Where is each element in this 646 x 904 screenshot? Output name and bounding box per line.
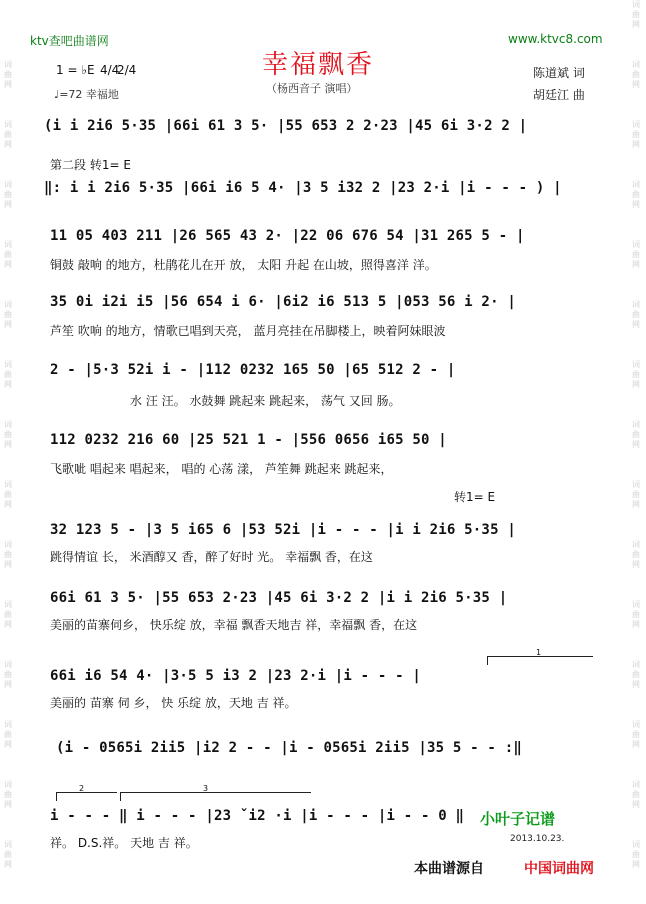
- transcription-date: 2013.10.23.: [510, 834, 565, 844]
- watermark-text: 词曲网: [632, 360, 640, 389]
- score-line-6: 112 0232 216 60 |25 521 1 - |556 0656 i65 50 |: [50, 432, 447, 448]
- volta-number-3: 3: [203, 784, 209, 793]
- song-title: 幸福飘香: [262, 50, 375, 80]
- lyrics-line-3: 铜鼓 敲响 的地方，杜鹃花儿在开 放， 太阳 升起 在山坡，照得喜洋 洋。: [50, 258, 437, 272]
- watermark-text: 词曲网: [4, 120, 12, 149]
- watermark-text: 词曲网: [632, 840, 640, 869]
- watermark-text: 词曲网: [632, 0, 640, 29]
- watermark-text: 词曲网: [632, 720, 640, 749]
- watermark-text: 词曲网: [4, 720, 12, 749]
- watermark-text: 词曲网: [632, 240, 640, 269]
- watermark-text: 词曲网: [4, 480, 12, 509]
- watermark-text: 词曲网: [4, 360, 12, 389]
- performer-line: （杨西音子 演唱）: [266, 82, 358, 95]
- lyrics-line-6: 飞歌呲 唱起来 唱起来， 唱的 心荡 漾， 芦笙舞 跳起来 跳起来，: [50, 462, 393, 476]
- footer-source-label: 本曲谱源自: [414, 861, 484, 877]
- lyrics-line-9: 美丽的 苗寨 伺 乡， 快 乐绽 放，天地 吉 祥。: [50, 696, 297, 710]
- time-signature-2: 2/4: [117, 63, 137, 77]
- score-line-1: (i i 2i6 5·35 |66i 61 3 5· |55 653 2 2·23 |45 6i 3·2 2 |: [44, 118, 528, 134]
- score-line-7: 32 123 5 - |3 5 i65 6 |53 52i |i - - - |i i 2i6 5·35 |: [50, 522, 516, 538]
- tempo-marking: ♩=72 幸福地: [54, 88, 119, 101]
- watermark-text: 词曲网: [632, 120, 640, 149]
- watermark-text: 词曲网: [632, 60, 640, 89]
- watermark-text: 词曲网: [4, 300, 12, 329]
- watermark-text: 词曲网: [4, 660, 12, 689]
- lyrics-line-4: 芦笙 吹响 的地方，情歌已唱到天亮， 蓝月亮挂在吊脚楼上，映着阿妹眼波: [50, 324, 446, 338]
- score-line-9: 66i i6 54 4· |3·5 5 i3 2 |23 2·i |i - - - |: [50, 668, 422, 684]
- composer-credit: 胡廷江 曲: [533, 88, 585, 102]
- watermark-text: 词曲网: [632, 540, 640, 569]
- score-line-11: i - - - ‖ i - - - |23 ˇi2 ·i |i - - - |i - - 0 ‖: [50, 808, 465, 824]
- watermark-text: 词曲网: [4, 180, 12, 209]
- watermark-text: 词曲网: [632, 480, 640, 509]
- watermark-text: 词曲网: [4, 780, 12, 809]
- score-line-3: 11 05 403 211 |26 565 43 2· |22 06 676 54 |31 265 5 - |: [50, 228, 525, 244]
- watermark-text: 词曲网: [632, 780, 640, 809]
- score-line-2: ‖: i i 2i6 5·35 |66i i6 5 4· |3 5 i32 2 |23 2·i |i - - - ) |: [44, 180, 562, 196]
- lyrics-line-11: 祥。 D.S.祥。 天地 吉 祥。: [50, 836, 198, 850]
- watermark-text: 词曲网: [4, 420, 12, 449]
- key-signature: 1 = ♭E: [56, 63, 95, 77]
- volta-number-2: 2: [79, 784, 85, 793]
- watermark-text: 词曲网: [4, 540, 12, 569]
- score-line-5: 2 - |5·3 52i i - |112 0232 165 50 |65 512 2 - |: [50, 362, 456, 378]
- lyrics-line-5: 水 汪 汪。 水鼓舞 跳起来 跳起来， 荡气 又回 肠。: [130, 394, 401, 408]
- volta-number-1: 1: [536, 648, 542, 657]
- watermark-text: 词曲网: [4, 60, 12, 89]
- watermark-text: 词曲网: [632, 300, 640, 329]
- watermark-text: 词曲网: [632, 420, 640, 449]
- watermark-text: 词曲网: [4, 600, 12, 629]
- score-line-10: (i - 0565i 2ii5 |i2 2 - - |i - 0565i 2ii5 |35 5 - - :‖: [56, 740, 522, 756]
- watermark-text: 词曲网: [632, 660, 640, 689]
- site-url-right: www.ktvc8.com: [508, 32, 603, 46]
- watermark-text: 词曲网: [632, 180, 640, 209]
- key-change-label: 转1= E: [454, 490, 496, 504]
- lyrics-line-7: 跳得情谊 长， 米酒醇又 香，醉了好时 光。 幸福飘 香，在这: [50, 550, 373, 564]
- watermark-text: 词曲网: [4, 840, 12, 869]
- watermark-text: 词曲网: [4, 240, 12, 269]
- volta-bracket-3: [120, 784, 311, 801]
- section-label: 第二段 转1= E: [50, 158, 131, 172]
- volta-bracket-2: [56, 784, 117, 801]
- site-name-left: ktv查吧曲谱网: [30, 34, 109, 48]
- footer-site-link[interactable]: 中国词曲网: [524, 861, 594, 877]
- watermark-text: 词曲网: [632, 600, 640, 629]
- lyricist-credit: 陈道斌 词: [533, 66, 585, 80]
- score-line-4: 35 0i i2i i5 |56 654 i 6· |6i2 i6 513 5 |053 56 i 2· |: [50, 294, 516, 310]
- lyrics-line-8: 美丽的苗寨伺乡， 快乐绽 放，幸福 飘香天地吉 祥，幸福飘 香，在这: [50, 618, 418, 632]
- transcriber-signature: 小叶子记谱: [480, 810, 556, 828]
- score-line-8: 66i 61 3 5· |55 653 2·23 |45 6i 3·2 2 |i i 2i6 5·35 |: [50, 590, 508, 606]
- volta-bracket-1: [487, 648, 593, 665]
- time-signature-1: 4/4: [100, 63, 120, 77]
